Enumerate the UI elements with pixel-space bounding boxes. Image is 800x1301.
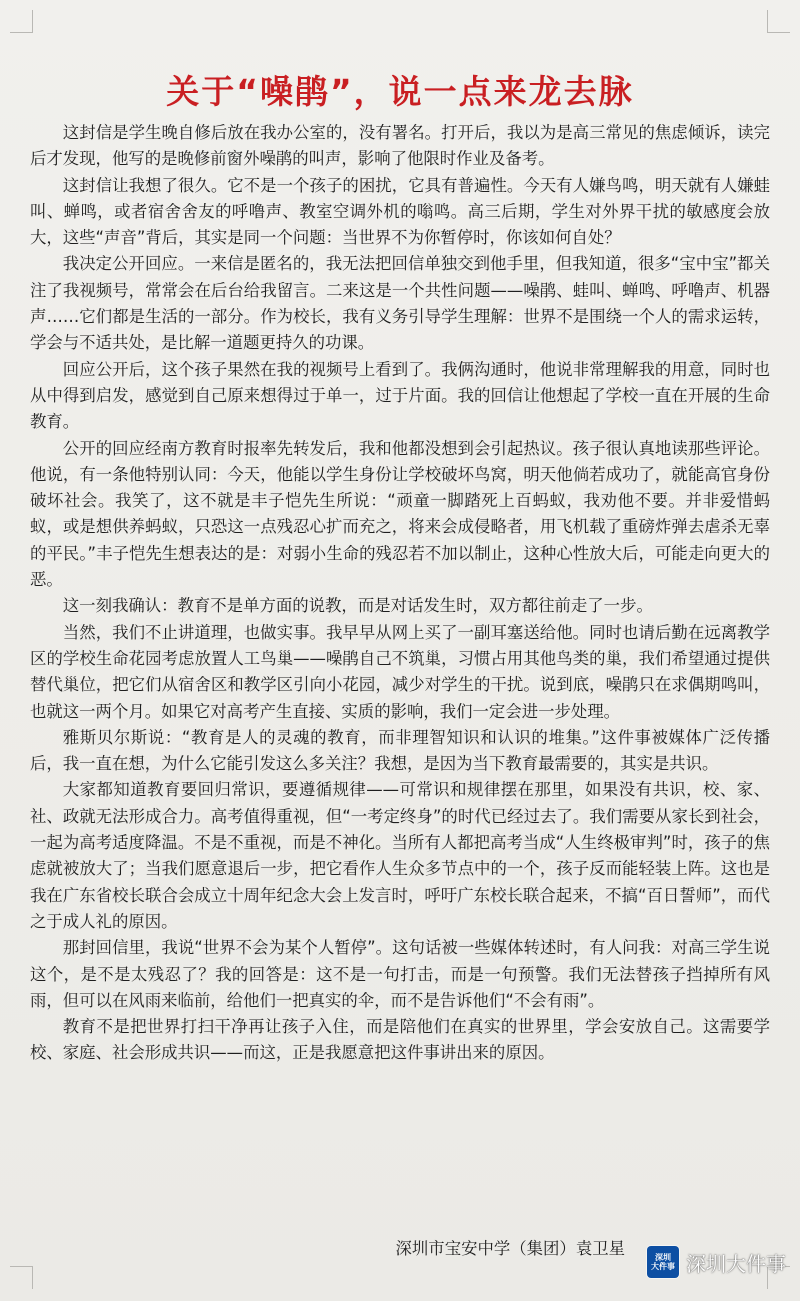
paragraph-2: 这封信让我想了很久。它不是一个孩子的困扰，它具有普遍性。今天有人嫌鸟鸣，明天就有人嫌蛙叫、蝉鸣，或者宿舍舍友的呼噜声、教室空调外机的嗡鸣。高三后期，学生对外界干扰的敏感度会放大，这些“声音”背后，其实是同一个问题：当世界不为你暂停时，你该如何自处？ [30,175,770,248]
paragraph-5: 公开的回应经南方教育时报率先转发后，我和他都没想到会引起热议。孩子很认真地读那些评论。他说，有一条他特别认同：今天，他能以学生身份让学校破坏鸟窝，明天他倘若成功了，就能高官身份破坏社会。我笑了，这不就是丰子恺先生所说：“顽童一脚踏死上百蚂蚁，我劝他不要。并非爱惜蚂蚁，或是想供养蚂蚁，只恐这一点残忍心扩而充之，将来会成侵略者，用飞机载了重磅炸弹去虐杀无辜的平民。”丰子恺先生想表达的是：对弱小生命的残忍若不加以制止，这种心性放大后，可能走向更大的恶。 [30,438,770,590]
paragraph-9: 大家都知道教育要回归常识，要遵循规律——可常识和规律摆在那里，如果没有共识，校、家、社、政就无法形成合力。高考值得重视，但“一考定终身”的时代已经过去了。我们需要从家长到社会，一起为高考适度降温。不是不重视，而是不神化。当所有人都把高考当成“人生终极审判”时，孩子的焦虑就被放大了；当我们愿意退后一步，把它看作人生众多节点中的一个，孩子反而能轻装上阵。这也是我在广东省校长联合会成立十周年纪念大会上发言时，呼吁广东校长联合起来，不搞“百日誓师”，而代之于成人礼的原因。 [30,780,770,931]
watermark [647,1246,786,1278]
author-signature: 深圳市宝安中学（集团）袁卫星 [395,1239,625,1258]
crop-mark-bottom-left [10,1266,33,1289]
paragraph-1: 这封信是学生晚自修后放在我办公室的，没有署名。打开后，我以为是高三常见的焦虑倾诉，读完后才发现，他写的是晚修前窗外噪鹃的叫声，影响了他限时作业及备考。 [30,123,770,169]
paragraph-10: 那封回信里，我说“世界不会为某个人暂停”。这句话被一些媒体转述时，有人问我：对高三学生说这个，是不是太残忍了？我的回答是：这不是一句打击，而是一句预警。我们无法替孩子挡掉所有风雨，但可以在风雨来临前，给他们一把真实的伞，而不是告诉他们“不会有雨”。 [30,938,770,1010]
paragraph-6: 这一刻我确认：教育不是单方面的说教，而是对话发生时，双方都往前走了一步。 [62,596,653,616]
watermark-logo-line1: 深圳 [655,1253,671,1262]
watermark-logo-icon [647,1246,679,1278]
paragraph-4: 回应公开后，这个孩子果然在我的视频号上看到了。我俩沟通时，他说非常理解我的用意，同时也从中得到启发，感觉到自己原来想得过于单一，过于片面。我的回信让他想起了学校一直在开展的生命教育。 [30,359,770,432]
watermark-logo-line2: 大件事 [651,1262,675,1271]
paragraph-8: 雅斯贝尔斯说：“教育是人的灵魂的教育，而非理智知识和认识的堆集。”这件事被媒体广泛传播后，我一直在想，为什么它能引发这么多关注？我想，是因为当下教育最需要的，其实是共识。 [30,727,770,774]
crop-mark-top-left [10,10,33,33]
crop-mark-top-right [767,10,790,33]
watermark-text: 深圳大件事 [686,1251,786,1276]
paragraph-3: 我决定公开回应。一来信是匿名的，我无法把回信单独交到他手里，但我知道，很多“宝中宝”都关注了我视频号，常常会在后台给我留言。二来这是一个共性问题——噪鹃、蛙叫、蝉鸣、呼噜声、机器声……它们都是生活的一部分。作为校长，我有义务引导学生理解：世界不是围绕一个人的需求运转，学会与不适共处，是比解一道题更持久的功课。 [30,254,770,353]
article-body [30,120,770,1067]
page-title: 关于“噪鹃”，说一点来龙去脉 [166,72,634,112]
paragraph-7: 当然，我们不止讲道理，也做实事。我早早从网上买了一副耳塞送给他。同时也请后勤在远离教学区的学校生命花园考虑放置人工鸟巢——噪鹃自己不筑巢，习惯占用其他鸟类的巢，我们希望通过提供替代巢位，把它们从宿舍区和教学区引向小花园，减少对学生的干扰。说到底，噪鹃只在求偶期鸣叫，也就这一两个月。如果它对高考产生直接、实质的影响，我们一定会进一步处理。 [30,622,770,721]
paragraph-11: 教育不是把世界打扫干净再让孩子入住，而是陪他们在真实的世界里，学会安放自己。这需要学校、家庭、社会形成共识——而这，正是我愿意把这件事讲出来的原因。 [30,1017,770,1063]
